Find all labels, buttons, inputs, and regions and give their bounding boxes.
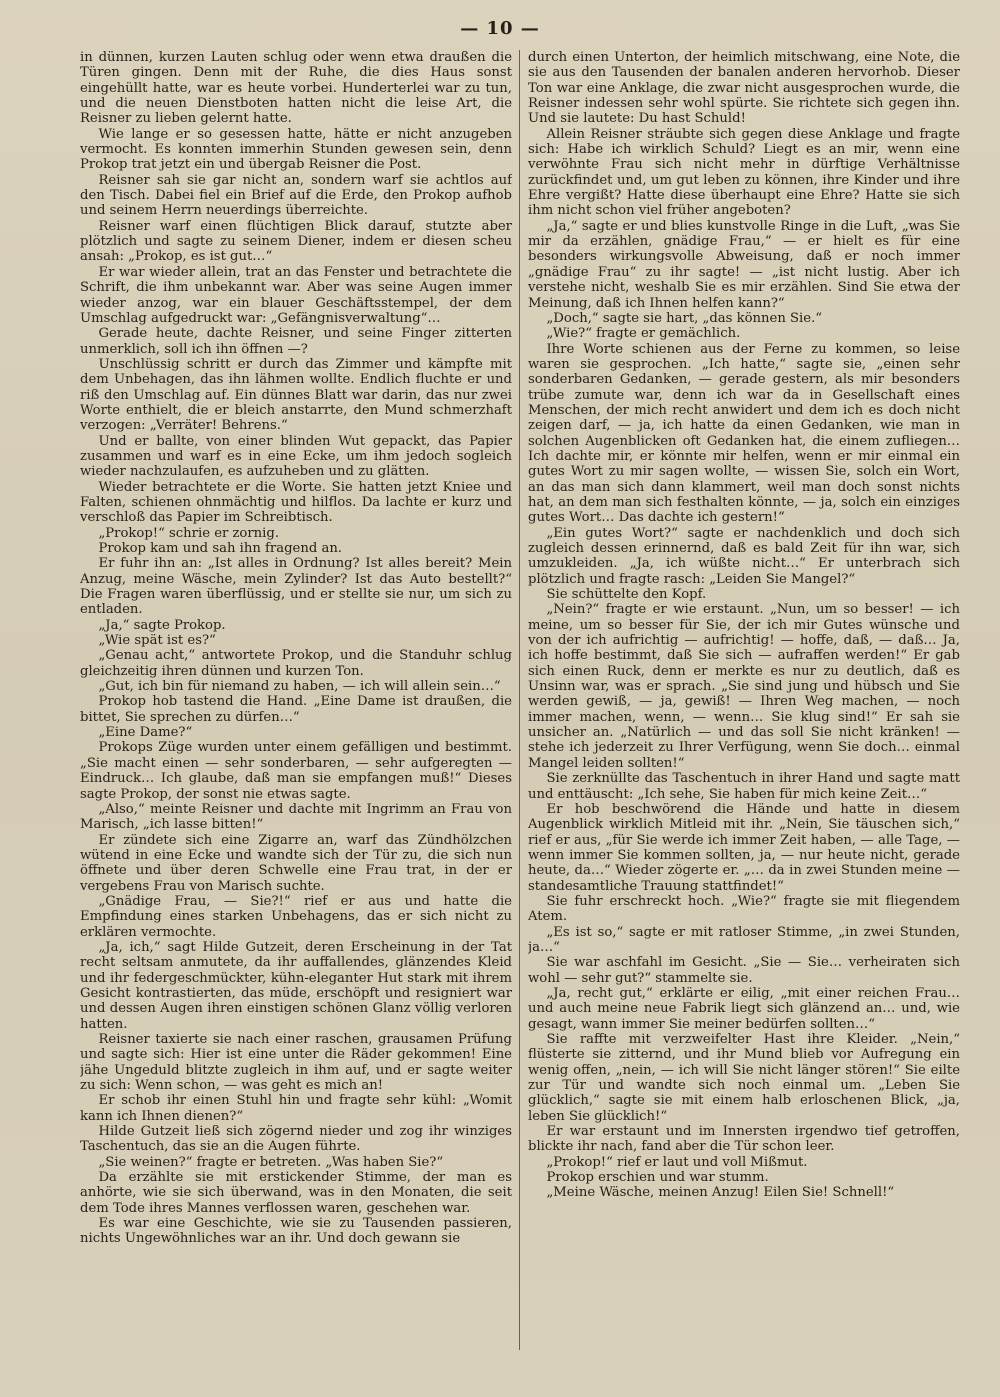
paragraph: „Es ist so,“ sagte er mit ratloser Stimme, „in zwei Stunden, ja…“: [528, 924, 960, 955]
paragraph: Sie schüttelte den Kopf.: [546, 587, 707, 603]
paragraph: „Gut, ich bin für niemand zu haben, — ich will allein sein…“: [98, 679, 501, 695]
paragraph: Prokop hob tastend die Hand. „Eine Dame ist draußen, die bittet, Sie sprechen zu dürfen…“: [80, 694, 512, 725]
paragraph: Unschlüssig schritt er durch das Zimmer und kämpfte mit dem Unbehagen, das ihn lähmen wollte. Endlich fluchte er und riß den Umschlag auf. Ein dünnes Blatt war darin, das nur zwei Worte enthielt, die er bleich anstarrte, den Mund schmerzhaft verzogen: „Verräter! Behrens.“: [80, 356, 512, 434]
paragraph: Er schob ihr einen Stuhl hin und fragte sehr kühl: „Womit kann ich Ihnen dienen?“: [80, 1093, 512, 1124]
paragraph: Reisner warf einen flüchtigen Blick darauf, stutzte aber plötzlich und sagte zu seinem Diener, indem er diesen scheu ansah: „Prokop, es ist gut…“: [80, 218, 512, 265]
paragraph: „Eine Dame?“: [98, 725, 193, 741]
paragraph: Er fuhr ihn an: „Ist alles in Ordnung? Ist alles bereit? Mein Anzug, meine Wäsche, mein Zylinder? Ist das Auto bestellt?“ Die Fragen waren überflüssig, und er stellte sie nur, um sich zu entladen.: [80, 556, 512, 618]
paragraph: „Meine Wäsche, meinen Anzug! Eilen Sie! Schnell!“: [546, 1185, 895, 1201]
paragraph: Er zündete sich eine Zigarre an, warf das Zündhölzchen wütend in eine Ecke und wandte sich der Tür zu, die sich nun öffnete und über deren Schwelle eine Frau trat, in der er vergebens Frau von Marisch suchte.: [80, 832, 512, 894]
paragraph: Sie zerknüllte das Taschentuch in ihrer Hand und sagte matt und enttäuscht: „Ich sehe, Sie haben für mich keine Zeit…“: [528, 771, 960, 802]
paragraph: Hilde Gutzeit ließ sich zögernd nieder und zog ihr winziges Taschentuch, das sie an die Augen führte.: [80, 1124, 512, 1155]
page-number: — 10 —: [460, 18, 540, 39]
paragraph: „Sie weinen?“ fragte er betreten. „Was haben Sie?“: [98, 1154, 444, 1170]
paragraph: Wieder betrachtete er die Worte. Sie hatten jetzt Kniee und Falten, schienen ohnmächtig und hilflos. Da lachte er kurz und verschloß das Papier im Schreibtisch.: [80, 479, 512, 526]
paragraph: „Gnädige Frau, — Sie?!“ rief er aus und hatte die Empfindung eines starken Unbehagens, das er sich nicht zu erklären vermochte.: [80, 893, 512, 940]
column-divider: [519, 50, 520, 1350]
paragraph: „Wie spät ist es?“: [98, 633, 216, 649]
paragraph: „Ein gutes Wort?“ sagte er nachdenklich und doch sich zugleich dessen erinnernd, daß es bald Zeit für ihn war, sich umzukleiden. „Ja, ich wüßte nicht…“ Er unterbrach sich plötzlich und fragte rasch: „Leiden Sie Mangel?“: [528, 525, 960, 587]
left-column: [80, 50, 512, 1380]
paragraph: „Prokop!“ rief er laut und voll Mißmut.: [546, 1154, 808, 1170]
paragraph: Er war erstaunt und im Innersten irgendwo tief getroffen, blickte ihr nach, fand aber die Tür schon leer.: [528, 1124, 960, 1155]
paragraph: Allein Reisner sträubte sich gegen diese Anklage und fragte sich: Habe ich wirklich Schuld? Liegt es an mir, wenn eine verwöhnte Frau sich nicht mehr in dürftige Verhältnisse zurückfindet und, um gut leben zu können, ihre Kinder und ihre Ehre vergißt? Hatte diese überhaupt eine Ehre? Hatte sie sich ihm nicht schon viel früher angeboten?: [528, 126, 960, 219]
paragraph: Es war eine Geschichte, wie sie zu Tausenden passieren, nichts Ungewöhnliches war an ihr. Und doch gewann sie: [80, 1216, 512, 1247]
paragraph: „Ja, recht gut,“ erklärte er eilig, „mit einer reichen Frau… und auch meine neue Fabrik liegt sich glänzend an… und, wie gesagt, wann immer Sie meiner bedürfen sollten…“: [528, 985, 960, 1032]
paragraph: Er hob beschwörend die Hände und hatte in diesem Augenblick wirklich Mitleid mit ihr. „Nein, Sie täuschen sich,“ rief er aus, „für Sie werde ich immer Zeit haben, — alle Tage, — wenn immer Sie kommen sollten, ja, — nur heute nicht, gerade heute, da…“ Wieder zögerte er. „… da in zwei Stunden meine — standesamtliche Trauung stattfindet!“: [528, 801, 960, 894]
paragraph: Sie raffte mit verzweifelter Hast ihre Kleider. „Nein,“ flüsterte sie zitternd, und ihr Mund blieb vor Aufregung ein wenig offen, „nein, — ich will Sie nicht länger stören!“ Sie eilte zur Tür und wandte sich noch einmal um. „Leben Sie glücklich,“ sagte sie mit einem halb erloschenen Blick, „ja, leben Sie glücklich!“: [528, 1032, 960, 1124]
paragraph: „Wie?“ fragte er gemächlich.: [546, 326, 741, 342]
paragraph: Ihre Worte schienen aus der Ferne zu kommen, so leise waren sie gesprochen. „Ich hatte,“ sagte sie, „einen sehr sonderbaren Gedanken, — gerade gestern, als mir besonders trübe zumute war, denn ich war da in Gesellschaft eines Menschen, der mich recht anwidert und dem ich es doch nicht zeigen darf, — ja, ich hatte da einen Gedanken, wie man in solchen Augenblicken oft Gedanken hat, die einem zufliegen… Ich dachte mir, er könnte mir helfen, wenn er mir einmal ein gutes Wort zu mir sagen wollte, — wissen Sie, solch ein Wort, an das man sich dann klammert, weil man doch sonst nichts hat, an dem man sich festhalten könnte, — ja, solch ein einziges gutes Wort… Das dachte ich gestern!“: [528, 341, 960, 526]
paragraph: „Prokop!“ schrie er zornig.: [98, 525, 280, 541]
paragraph: Und er ballte, von einer blinden Wut gepackt, das Papier zusammen und warf es in eine Ecke, um ihm jedoch sogleich wieder nachzulaufen, es aufzuheben und zu glätten.: [80, 433, 512, 480]
paragraph: „Ja,“ sagte Prokop.: [98, 617, 226, 633]
paragraph: Prokop erschien und war stumm.: [546, 1170, 769, 1186]
paragraph: „Doch,“ sagte sie hart, „das können Sie.“: [546, 310, 823, 326]
paragraph: „Ja, ich,“ sagt Hilde Gutzeit, deren Erscheinung in der Tat recht seltsam anmutete, da ihr auffallendes, glänzendes Kleid und ihr federgeschmückter, kühn-eleganter Hut stark mit ihrem Gesicht kontrastierten, das müde, erschöpft und resigniert war und dessen Augen ihren einstigen schönen Glanz völlig verloren hatten.: [80, 939, 512, 1032]
paragraph: Reisner sah sie gar nicht an, sondern warf sie achtlos auf den Tisch. Dabei fiel ein Brief auf die Erde, den Prokop aufhob und seinem Herrn neuerdings überreichte.: [80, 172, 512, 219]
paragraph: „Also,“ meinte Reisner und dachte mit Ingrimm an Frau von Marisch, „ich lasse bitten!“: [80, 801, 512, 833]
paragraph: Gerade heute, dachte Reisner, und seine Finger zitterten unmerklich, soll ich ihn öffnen —?: [80, 326, 512, 357]
paragraph: durch einen Unterton, der heimlich mitschwang, eine Note, die sie aus den Tausenden der banalen anderen hervorhob. Dieser Ton war eine Anklage, die zwar nicht ausgesprochen wurde, die Reisner indessen sehr wohl spürte. Sie richtete sich gegen ihn. Und sie lautete: Du hast Schuld!: [528, 50, 960, 127]
paragraph: „Genau acht,“ antwortete Prokop, und die Standuhr schlug gleichzeitig ihren dünnen und kurzen Ton.: [80, 648, 512, 679]
paragraph: Da erzählte sie mit erstickender Stimme, der man es anhörte, wie sie sich überwand, was in den Monaten, die seit dem Tode ihres Mannes verflossen waren, geschehen war.: [80, 1170, 512, 1216]
paragraph: in dünnen, kurzen Lauten schlug oder wenn etwa draußen die Türen gingen. Denn mit der Ruhe, die dies Haus sonst eingehüllt hatte, war es heute vorbei. Hunderterlei war zu tun, und die neuen Dienstboten hatten nicht die leise Art, die Reisner zu lieben gelernt hatte.: [80, 50, 512, 127]
paragraph: Sie war aschfahl im Gesicht. „Sie — Sie… verheiraten sich wohl — sehr gut?“ stammelte sie.: [528, 955, 960, 986]
paragraph: Reisner taxierte sie nach einer raschen, grausamen Prüfung und sagte sich: Hier ist eine unter die Räder gekommen! Eine jähe Ungeduld blitzte zugleich in ihm auf, und er sagte weiter zu sich: Wenn schon, — was geht es mich an!: [80, 1032, 512, 1094]
paragraph: „Ja,“ sagte er und blies kunstvolle Ringe in die Luft, „was Sie mir da erzählen, gnädige Frau,“ — er hielt es für eine besonders wirkungsvolle Abweisung, daß er noch immer „gnädige Frau“ zu ihr sagte! — „ist nicht lustig. Aber ich verstehe nicht, weshalb Sie es mir erzählen. Sind Sie etwa der Meinung, daß ich Ihnen helfen kann?“: [528, 218, 960, 311]
paragraph: Er war wieder allein, trat an das Fenster und betrachtete die Schrift, die ihm unbekannt war. Aber was seine Augen immer wieder anzog, war ein blauer Geschäftsstempel, der dem Umschlag aufgedruckt war: „Gefängnisverwaltung“…: [80, 264, 512, 326]
paragraph: Prokops Züge wurden unter einem gefälligen und bestimmt. „Sie macht einen — sehr sonderbaren, — sehr aufgeregten — Eindruck… Ich glaube, daß man sie empfangen muß!“ Dieses sagte Prokop, der sonst nie etwas sagte.: [80, 740, 512, 802]
paragraph: Wie lange er so gesessen hatte, hätte er nicht anzugeben vermocht. Es konnten immerhin Stunden gewesen sein, denn Prokop trat jetzt ein und übergab Reisner die Post.: [80, 126, 512, 173]
paragraph: „Nein?“ fragte er wie erstaunt. „Nun, um so besser! — ich meine, um so besser für Sie, der ich mir Gutes wünsche und von der ich aufrichtig — aufrichtig! — hoffe, daß, — daß… Ja, ich hoffe bestimmt, daß Sie sich — aufraffen werden!“ Er gab sich einen Ruck, denn er merkte es nur zu deutlich, daß es Unsinn war, was er sprach. „Sie sind jung und hübsch und Sie werden gewiß, — ja, gewiß! — Ihren Weg machen, — noch immer machen, wenn, — wenn… Sie klug sind!“ Er sah sie unsicher an. „Natürlich — und das soll Sie nicht kränken! — stehe ich jederzeit zu Ihrer Verfügung, wenn Sie doch… einmal Mangel leiden sollten!“: [528, 602, 960, 771]
right-column: [528, 50, 960, 1380]
paragraph: Prokop kam und sah ihn fragend an.: [98, 541, 342, 556]
paragraph: Sie fuhr erschreckt hoch. „Wie?“ fragte sie mit fliegendem Atem.: [528, 893, 960, 925]
